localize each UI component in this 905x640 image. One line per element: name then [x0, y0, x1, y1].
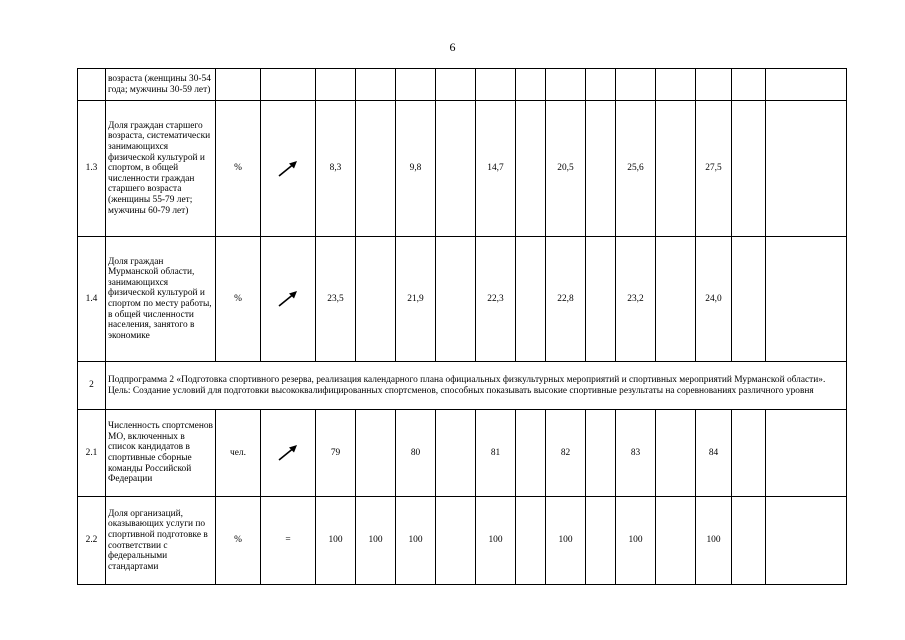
value-cell [586, 101, 616, 237]
value-cell: 100 [316, 497, 356, 585]
value-cell: 100 [396, 497, 436, 585]
value-cell [516, 237, 546, 362]
row-number: 2 [78, 362, 106, 410]
value-cell [766, 101, 847, 237]
page-number: 6 [449, 40, 456, 54]
value-cell: 9,8 [396, 101, 436, 237]
table-row [78, 410, 847, 497]
value-cell [766, 69, 847, 101]
row-number: 1.3 [78, 101, 106, 237]
value-cell: 82 [546, 410, 586, 497]
value-cell [356, 237, 396, 362]
value-cell [696, 69, 732, 101]
arrow-up-right-icon [276, 443, 300, 463]
indicator-name: Доля граждан старшего возраста, систематически занимающихся физической культурой и спортом, в общей численности граждан старшего возраста (женщины 55-79 лет; мужчины 60-79 лет) [106, 101, 216, 237]
trend-symbol: = [285, 535, 291, 546]
value-cell: 80 [396, 410, 436, 497]
indicator-name: Доля граждан Мурманской области, занимающихся физической культурой и спортом по месту работы, в общей численности населения, занятого в экономике [106, 237, 216, 362]
value-cell [656, 410, 696, 497]
arrow-up-right-icon [276, 289, 300, 309]
value-cell [586, 497, 616, 585]
row-number: 2.1 [78, 410, 106, 497]
trend-cell [261, 410, 316, 497]
value-cell [396, 69, 436, 101]
value-cell [516, 410, 546, 497]
table-row [78, 237, 847, 362]
value-cell [436, 497, 476, 585]
indicators-table [77, 68, 847, 585]
value-cell [656, 69, 696, 101]
value-cell [516, 497, 546, 585]
value-cell: 81 [476, 410, 516, 497]
value-cell: 100 [616, 497, 656, 585]
value-cell: 84 [696, 410, 732, 497]
value-cell [516, 69, 546, 101]
subprogram-title: Подпрограмма 2 «Подготовка спортивного резерва, реализация календарного плана официальных физкультурных мероприятий и спортивных мероприятий Мурманской области». [108, 374, 826, 385]
indicator-name: Численность спортсменов МО, включенных в список кандидатов в спортивные сборные команды Российской Федерации [106, 410, 216, 497]
value-cell: 22,3 [476, 237, 516, 362]
table-row [78, 497, 847, 585]
value-cell [656, 497, 696, 585]
value-cell: 14,7 [476, 101, 516, 237]
value-cell: 25,6 [616, 101, 656, 237]
value-cell [436, 101, 476, 237]
subprogram-cell [106, 362, 847, 410]
value-cell [586, 410, 616, 497]
value-cell: 24,0 [696, 237, 732, 362]
value-cell [656, 101, 696, 237]
value-cell [732, 497, 766, 585]
value-cell [586, 69, 616, 101]
row-number [78, 69, 106, 101]
value-cell [616, 69, 656, 101]
unit-cell [216, 69, 261, 101]
arrow-up-right-icon [276, 159, 300, 179]
value-cell: 100 [696, 497, 732, 585]
value-cell [356, 69, 396, 101]
value-cell [732, 237, 766, 362]
value-cell [436, 410, 476, 497]
row-number: 1.4 [78, 237, 106, 362]
trend-cell [261, 237, 316, 362]
unit-cell: % [216, 237, 261, 362]
value-cell: 21,9 [396, 237, 436, 362]
value-cell [436, 69, 476, 101]
value-cell [356, 410, 396, 497]
value-cell [516, 101, 546, 237]
value-cell [656, 237, 696, 362]
value-cell [586, 237, 616, 362]
indicator-name: Доля организаций, оказывающих услуги по спортивной подготовке в соответствии с федеральными стандартами [106, 497, 216, 585]
value-cell: 27,5 [696, 101, 732, 237]
value-cell [436, 237, 476, 362]
value-cell: 83 [616, 410, 656, 497]
value-cell [732, 410, 766, 497]
value-cell: 100 [546, 497, 586, 585]
value-cell [476, 69, 516, 101]
value-cell: 100 [356, 497, 396, 585]
trend-cell [261, 101, 316, 237]
table-row [78, 69, 847, 101]
value-cell: 100 [476, 497, 516, 585]
trend-cell [261, 69, 316, 101]
value-cell: 79 [316, 410, 356, 497]
row-number: 2.2 [78, 497, 106, 585]
value-cell: 22,8 [546, 237, 586, 362]
table-body [78, 69, 847, 585]
unit-cell: % [216, 101, 261, 237]
value-cell: 8,3 [316, 101, 356, 237]
table-row [78, 362, 847, 410]
value-cell: 20,5 [546, 101, 586, 237]
indicator-name: возраста (женщины 30-54 года; мужчины 30-59 лет) [106, 69, 216, 101]
value-cell [732, 101, 766, 237]
subprogram-goal: Цель: Создание условий для подготовки высококвалифицированных спортсменов, способных показывать высокие спортивные результаты на соревнованиях различного уровня [108, 385, 814, 396]
value-cell: 23,2 [616, 237, 656, 362]
value-cell [546, 69, 586, 101]
value-cell: 23,5 [316, 237, 356, 362]
value-cell [356, 101, 396, 237]
value-cell [766, 410, 847, 497]
trend-cell [261, 497, 316, 585]
unit-cell: % [216, 497, 261, 585]
value-cell [766, 497, 847, 585]
value-cell [732, 69, 766, 101]
table-row [78, 101, 847, 237]
unit-cell: чел. [216, 410, 261, 497]
value-cell [316, 69, 356, 101]
value-cell [766, 237, 847, 362]
